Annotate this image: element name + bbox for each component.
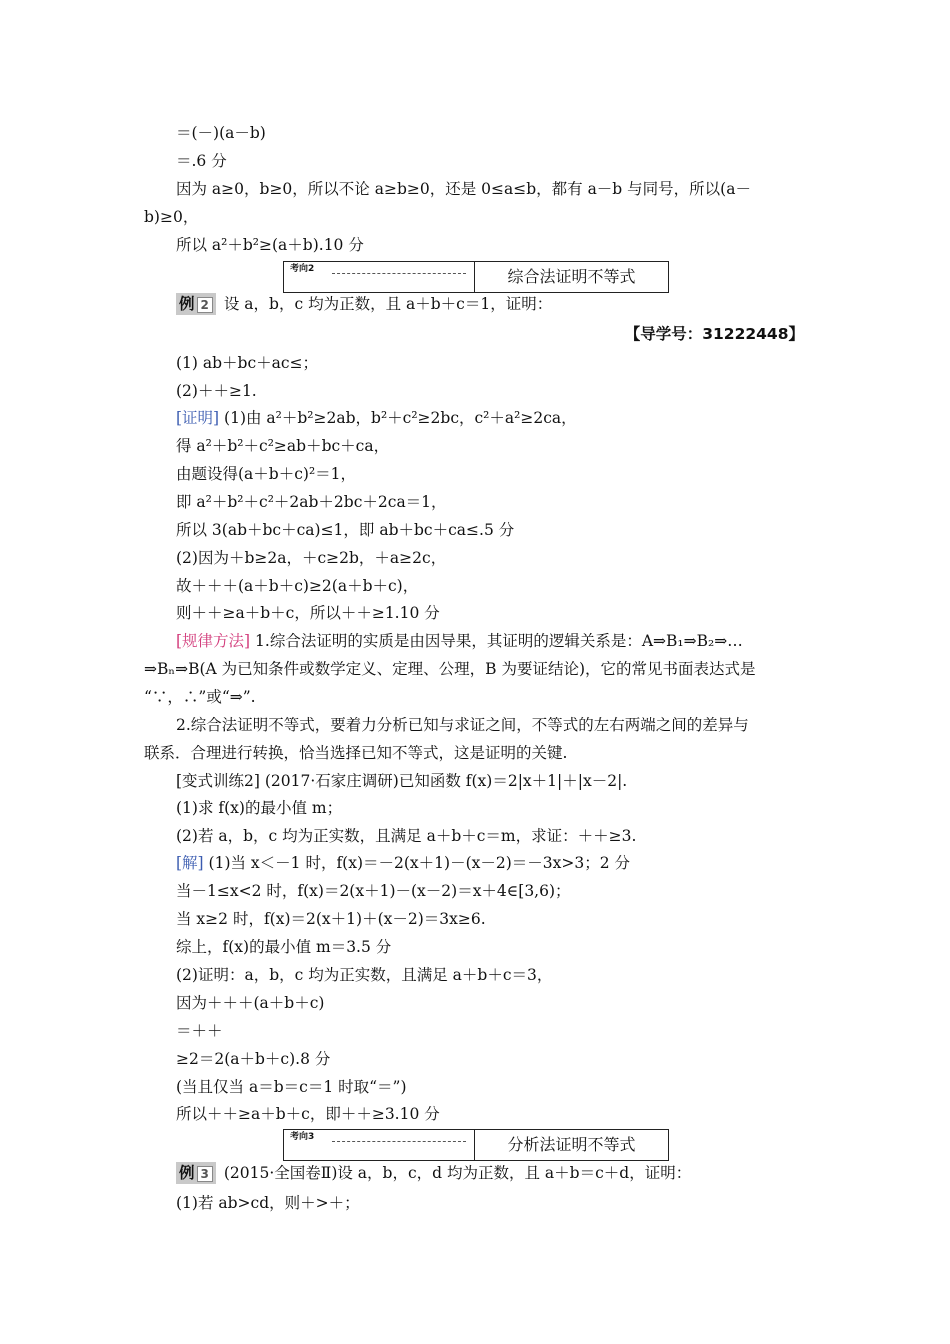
text-line: 得 a²＋b²＋c²≥ab＋bc＋ca，	[176, 437, 390, 455]
text-line: 所以＋＋≥a＋b＋c，即＋＋≥3.10 分	[176, 1105, 440, 1123]
topic-label: 考向3	[290, 1132, 315, 1142]
divider	[332, 273, 466, 274]
solution-first-line: [解] (1)当 x＜－1 时，f(x)＝－2(x＋1)－(x－2)＝－3x>3；2 分	[176, 854, 631, 872]
topic-box	[283, 1129, 669, 1161]
text-line: 联系．合理进行转换，恰当选择已知不等式，这是证明的关键.	[144, 744, 568, 762]
text-line: (2)证明：a，b，c 均为正实数，且满足 a＋b＋c＝3，	[176, 966, 553, 984]
guide-number: 【导学号：31222448】	[624, 325, 804, 343]
text-line: ＝.6 分	[176, 152, 227, 170]
example-heading	[176, 293, 552, 315]
example-text: 设 a，b，c 均为正数，且 a＋b＋c＝1，证明：	[223, 295, 553, 313]
topic-label-area	[284, 262, 474, 292]
text-line: 因为＋＋＋(a＋b＋c)	[176, 994, 325, 1012]
text-line: 综上，f(x)的最小值 m＝3.5 分	[176, 938, 392, 956]
text-line: (当且仅当 a＝b＝c＝1 时取“＝”)	[176, 1078, 407, 1096]
topic-label-area	[284, 1130, 474, 1160]
text-line: 所以 a²＋b²≥(a＋b).10 分	[176, 236, 364, 254]
text-line: 当－1≤x<2 时，f(x)＝2(x＋1)－(x－2)＝x＋4∈[3,6)；	[176, 882, 571, 900]
example-text: (2015·全国卷Ⅱ)设 a，b，c，d 均为正数，且 a＋b＝c＋d，证明：	[223, 1164, 692, 1182]
text-line: (1) ab＋bc＋ac≤；	[176, 354, 319, 372]
topic-box	[283, 261, 669, 293]
proof-tag: [证明]	[176, 409, 220, 427]
text-line: 即 a²＋b²＋c²＋2ab＋2bc＋2ca＝1，	[176, 493, 447, 511]
text-line: (1)若 ab>cd，则＋>＋；	[176, 1194, 360, 1212]
text-line: ＝＋＋	[176, 1022, 223, 1040]
text-line: ⇒Bₙ⇒B(A 为已知条件或数学定义、定理、公理，B 为要证结论)，它的常见书面表达式是	[144, 660, 756, 678]
example-badge: 例 3	[176, 1162, 216, 1184]
divider	[332, 1141, 466, 1142]
text-line: 所以 3(ab＋bc＋ca)≤1，即 ab＋bc＋ca≤.5 分	[176, 521, 515, 539]
text-line: 当 x≥2 时，f(x)＝2(x＋1)＋(x－2)＝3x≥6.	[176, 910, 486, 928]
variant-title: [变式训练2] (2017·石家庄调研)已知函数 f(x)＝2|x＋1|＋|x－2|.	[176, 772, 628, 790]
solution-tag: [解]	[176, 854, 204, 872]
text-line: (2)因为＋b≥2a，＋c≥2b，＋a≥2c，	[176, 549, 447, 567]
text-line: (2)若 a，b，c 均为正实数，且满足 a＋b＋c＝m，求证：＋＋≥3.	[176, 827, 637, 845]
method-tag: [规律方法]	[176, 632, 251, 650]
text-line: 2.综合法证明不等式，要着力分析已知与求证之间，不等式的左右两端之间的差异与	[176, 716, 749, 734]
text-line: 因为 a≥0，b≥0，所以不论 a≥b≥0，还是 0≤a≤b，都有 a－b 与同号，所以(a－	[176, 180, 751, 198]
method-first-line: [规律方法] 1.综合法证明的实质是由因导果，其证明的逻辑关系是：A⇒B₁⇒B₂⇒…	[176, 632, 743, 650]
text-line: (2)＋＋≥1.	[176, 382, 257, 400]
text-line: (1)求 f(x)的最小值 m；	[176, 799, 343, 817]
topic-title: 分析法证明不等式	[507, 1135, 636, 1154]
text-line: ≥2＝2(a＋b＋c).8 分	[176, 1050, 331, 1068]
example-heading	[176, 1162, 691, 1184]
text-line: b)≥0，	[144, 208, 199, 226]
example-badge: 例 2	[176, 293, 216, 315]
text-line: “∵，∴”或“⇒”.	[144, 688, 256, 706]
text-line: 故＋＋＋(a＋b＋c)≥2(a＋b＋c)，	[176, 577, 419, 595]
topic-title: 综合法证明不等式	[507, 267, 636, 286]
text-line: ＝(－)(a－b)	[176, 124, 266, 142]
text-line: 则＋＋≥a＋b＋c，所以＋＋≥1.10 分	[176, 604, 440, 622]
proof-first-line: [证明] (1)由 a²＋b²≥2ab，b²＋c²≥2bc，c²＋a²≥2ca，	[176, 409, 577, 427]
text-line: 由题设得(a＋b＋c)²＝1，	[176, 465, 357, 483]
topic-label: 考向2	[290, 264, 315, 274]
